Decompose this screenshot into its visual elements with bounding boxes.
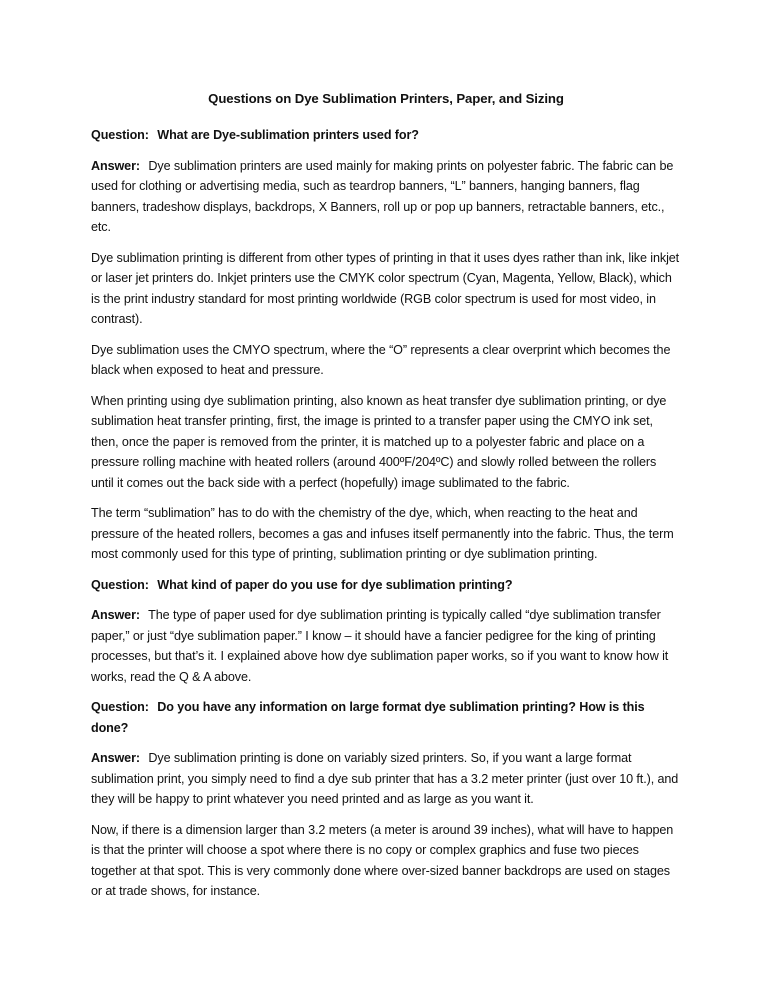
answer-text: Dye sublimation printers are used mainly for making prints on polyester fabric. The fabric can be used for clothing or advertising media, such as teardrop banners, “L” banners, hanging banners, flag banners, tradeshow displays, backdrops, X Banners, roll up or pop up banners, retractable banners, etc., etc. [91, 158, 674, 234]
paragraph: Now, if there is a dimension larger than 3.2 meters (a meter is around 39 inches), what will have to happen is that the printer will choose a spot where there is no copy or complex graphics and fuse two pieces together at that spot. This is very commonly done where over-sized banner backdrops are used on stages or at trade shows, for instance. [91, 822, 674, 898]
question-text: What are Dye-sublimation printers used for? [157, 128, 419, 142]
question-text: Do you have any information on large format dye sublimation printing? How is this done? [91, 700, 645, 735]
question-3 [91, 697, 681, 738]
question-label: Question: [91, 128, 149, 142]
paragraph: The term “sublimation” has to do with the chemistry of the dye, which, when reacting to the heat and pressure of the heated rollers, becomes a gas and infuses itself permanently into the fabric. Thus, the term most commonly used for this type of printing, sublimation printing or dye sublimation printing. [91, 506, 674, 561]
question-1 [91, 125, 681, 146]
answer-3 [91, 748, 681, 810]
answer-2 [91, 605, 681, 687]
question-2 [91, 575, 681, 596]
question-label: Question: [91, 577, 149, 592]
answer-text: Dye sublimation printing is done on variably sized printers. So, if you want a large format sublimation print, you simply need to find a dye sub printer that has a 3.2 meter printer (just over 10 ft.), and they will be happy to print whatever you need printed and as large as you want it. [91, 751, 679, 806]
answer-label: Answer: [91, 158, 140, 173]
question-text: What kind of paper do you use for dye sublimation printing? [157, 577, 513, 592]
paragraph: Dye sublimation uses the CMYO spectrum, where the “O” represents a clear overprint which becomes the black when exposed to heat and pressure. [91, 342, 671, 377]
answer-label: Answer: [91, 608, 140, 622]
answer-label: Answer: [91, 751, 140, 765]
paragraph: When printing using dye sublimation printing, also known as heat transfer dye sublimation printing, or dye sublimation heat transfer printing, first, the image is printed to a transfer paper using the CMYO ink set, then, once the paper is removed from the printer, it is matched up to a polyester fabric and place on a pressure rolling machine with heated rollers (around 400ºF/204ºC) and slowly rolled between the rollers until it comes out the back side with a perfect (hopefully) image sublimated to the fabric. [91, 393, 667, 490]
document-title: Questions on Dye Sublimation Printers, Paper, and Sizing [208, 91, 564, 106]
answer-1 [91, 156, 681, 238]
paragraph: Dye sublimation printing is different from other types of printing in that it uses dyes rather than ink, like inkjet or laser jet printers do. Inkjet printers use the CMYK color spectrum (Cyan, Magenta, Yellow, Black), which is the print industry standard for most printing worldwide (RGB color spectrum is used for most video, in contrast). [91, 250, 680, 326]
answer-text: The type of paper used for dye sublimation printing is typically called “dye sublimation transfer paper,” or just “dye sublimation paper.” I know – it should have a fancier pedigree for the king of printing processes, but that’s it. I explained above how dye sublimation paper works, so if you want to know how it works, read the Q & A above. [91, 608, 669, 684]
document-body [91, 90, 681, 912]
question-label: Question: [91, 700, 149, 714]
